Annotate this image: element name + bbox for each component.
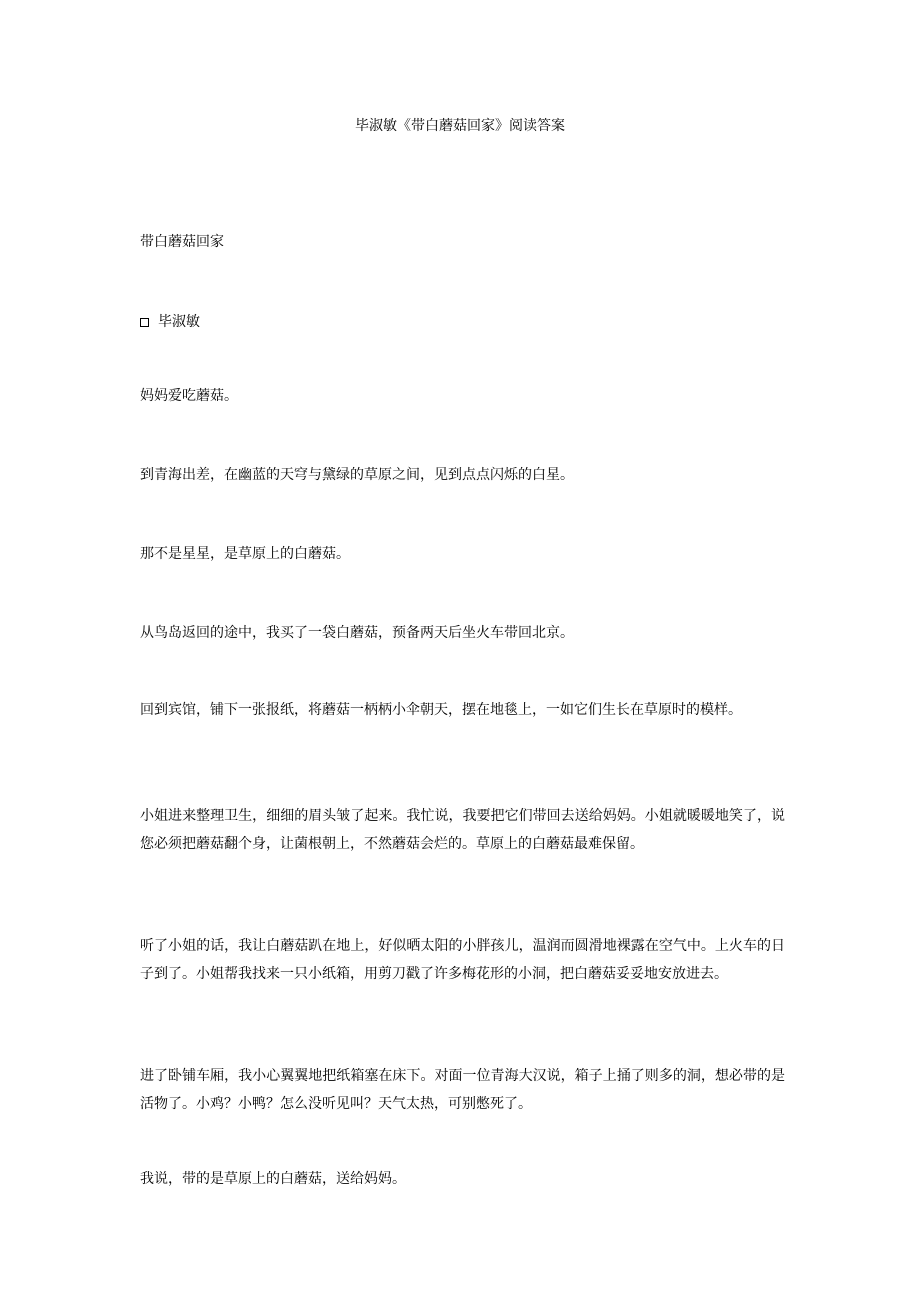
- paragraph-9: 我说，带的是草原上的白蘑菇，送给妈妈。: [140, 1171, 406, 1187]
- paragraph-3: 那不是星星，是草原上的白蘑菇。: [140, 546, 350, 562]
- paragraph-6: 小姐进来整理卫生，细细的眉头皱了起来。我忙说，我要把它们带回去送给妈妈。小姐就暖暖地笑了，说您必须把蘑菇翻个身，让菌根朝上，不然蘑菇会烂的。草原上的白蘑菇最难保留。: [140, 808, 785, 852]
- paragraph-1: 妈妈爱吃蘑菇。: [140, 388, 238, 404]
- paragraph-2: 到青海出差，在幽蓝的天穹与黛绿的草原之间，见到点点闪烁的白星。: [140, 467, 574, 483]
- square-box-icon: [140, 318, 149, 327]
- paragraph-7: 听了小姐的话，我让白蘑菇趴在地上，好似晒太阳的小胖孩儿，温润而圆滑地裸露在空气中。上火车的日子到了。小姐帮我找来一只小纸箱，用剪刀戳了许多梅花形的小洞，把白蘑菇妥妥地安放进去。: [140, 938, 785, 982]
- document-title: 毕淑敏《带白蘑菇回家》阅读答案: [355, 118, 565, 134]
- paragraph-4: 从鸟岛返回的途中，我买了一袋白蘑菇，预备两天后坐火车带回北京。: [140, 625, 574, 641]
- author-name: 毕淑敏: [158, 314, 200, 330]
- author-line: [140, 308, 200, 336]
- paragraph-8: 进了卧铺车厢，我小心翼翼地把纸箱塞在床下。对面一位青海大汉说，箱子上捅了则多的洞，想必带的是活物了。小鸡？小鸭？怎么没听见叫？天气太热，可别憋死了。: [140, 1068, 785, 1112]
- paragraph-5: 回到宾馆，铺下一张报纸，将蘑菇一柄柄小伞朝天，摆在地毯上，一如它们生长在草原时的模样。: [140, 702, 742, 718]
- story-title: 带白蘑菇回家: [140, 234, 224, 250]
